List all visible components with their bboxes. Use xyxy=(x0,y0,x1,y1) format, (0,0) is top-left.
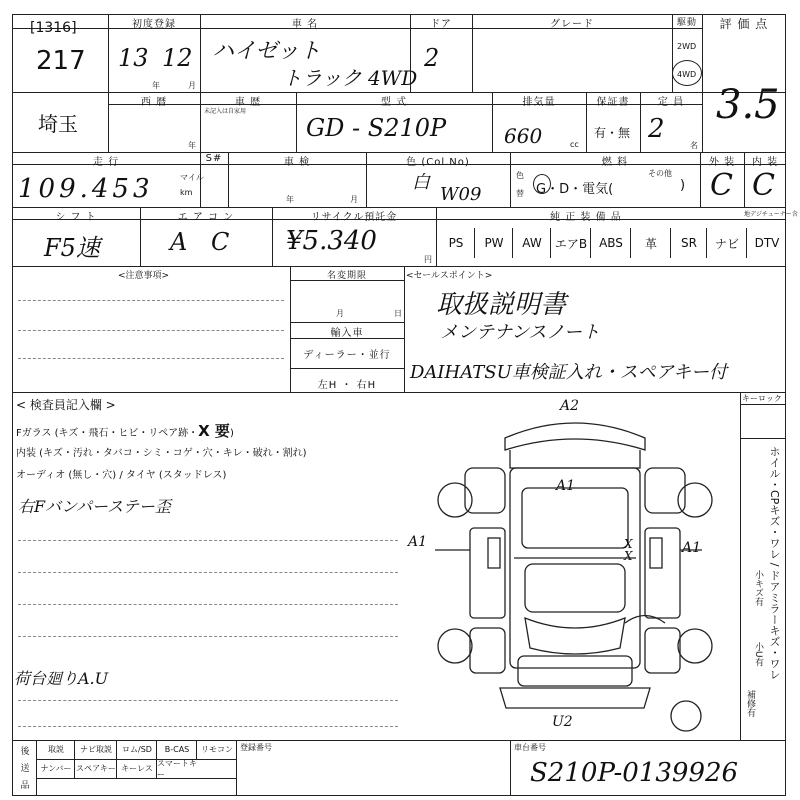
cargo-bed-outline xyxy=(510,468,640,668)
equip-aw[interactable]: AW xyxy=(512,228,551,258)
footer-items xyxy=(36,740,236,796)
fuel-close: ) xyxy=(680,178,686,193)
chassis-label: 車台番号 xyxy=(514,743,546,752)
era-label: 西 暦 xyxy=(140,97,168,108)
fuel-selected-circle xyxy=(533,174,551,194)
drive-4wd-circle xyxy=(672,60,702,86)
color-change-2: 替 xyxy=(516,189,524,198)
notes-line xyxy=(18,330,284,331)
col-divider xyxy=(510,152,511,207)
inspector-line xyxy=(18,636,398,637)
footer-side-label xyxy=(18,744,32,795)
subrow-line xyxy=(740,404,786,405)
s-label: S# xyxy=(205,153,223,164)
equip-dtv[interactable]: DTV xyxy=(746,228,787,258)
exterior-value: C xyxy=(710,168,733,203)
equip-pw[interactable]: PW xyxy=(474,228,513,258)
exterior-label: 外 装 xyxy=(708,157,736,168)
bed-floor xyxy=(522,488,628,548)
sales-label: <セールスポイント> xyxy=(406,271,493,281)
inspector-line xyxy=(18,572,398,573)
footer-remote[interactable]: リモコン xyxy=(196,740,237,759)
footer-side-2: 送 xyxy=(20,764,30,774)
footer-plate[interactable]: ナンバー xyxy=(36,759,75,778)
front-left-wheel xyxy=(438,629,472,663)
score-value: 3.5 xyxy=(716,82,780,128)
equip-navi[interactable]: ナビ xyxy=(706,228,747,258)
row-divider xyxy=(12,392,786,393)
car-name-line-2: トラック 4WD xyxy=(282,66,418,90)
front-bumper xyxy=(500,688,650,708)
rear-bumper-outline xyxy=(505,423,645,450)
shift-label: シ フ ト xyxy=(55,212,97,223)
drive-label: 駆動 xyxy=(676,18,697,28)
capacity-unit: 名 xyxy=(690,141,698,150)
inspector-line xyxy=(18,700,398,701)
glass-text: Fガラス (キズ・飛石・ヒビ・リペア跡・ xyxy=(16,428,199,439)
footer-rom-sd[interactable]: ロム/SD xyxy=(116,740,157,759)
sales-line-2: メンテナンスノート xyxy=(440,322,601,343)
doors-value: 2 xyxy=(424,44,440,72)
ac-label: エ ア コ ン xyxy=(177,212,235,223)
lot-number: 217 xyxy=(36,46,86,76)
capacity-label: 定 員 xyxy=(657,97,685,108)
dealer-option[interactable]: ディーラー・並行 xyxy=(303,350,391,361)
equipment-grid xyxy=(436,228,786,260)
key-lock-label: キーロック xyxy=(742,394,782,403)
fuel-value[interactable]: G・D・電気( xyxy=(536,182,614,197)
score-label: 評 価 点 xyxy=(719,17,769,31)
lot-code: [1316] xyxy=(30,20,77,36)
col-divider xyxy=(510,740,511,796)
glass-mark: X 要 xyxy=(198,422,230,440)
spare-circle xyxy=(671,701,701,731)
col-divider xyxy=(404,266,405,392)
side-sub-1: 小キズ有 xyxy=(753,570,763,606)
capacity-value: 2 xyxy=(648,114,665,144)
tuner-label: 地デジチューナー含 xyxy=(744,211,798,218)
warranty-value[interactable]: 有・無 xyxy=(594,126,631,140)
inspector-note-1: 右Fバンパーステー歪 xyxy=(18,497,171,516)
interior-line: 内装 (キズ・汚れ・タバコ・シミ・コゲ・穴・キレ・破れ・割れ) xyxy=(16,448,307,459)
reg-number-label: 登録番号 xyxy=(240,743,272,752)
vehicle-diagram xyxy=(430,398,720,736)
fuel-label: 燃 料 xyxy=(601,157,629,168)
era-year-unit: 年 xyxy=(188,141,196,150)
subrow-line xyxy=(740,438,786,439)
left-mirror xyxy=(488,538,500,568)
shaken-year: 年 xyxy=(286,195,294,204)
door-label: ドア xyxy=(430,19,452,30)
rear-left-wheel xyxy=(438,483,472,517)
car-name-label: 車 名 xyxy=(291,19,319,30)
warranty-label: 保証書 xyxy=(596,97,630,108)
sales-line-3: DAIHATSU車検証入れ・スペアキー付 xyxy=(410,362,728,383)
front-right-wheel xyxy=(678,629,712,663)
mark-x: X X xyxy=(624,537,633,563)
footer-manual[interactable]: 取説 xyxy=(36,740,75,759)
interior-value: C xyxy=(752,168,775,203)
subrow-line xyxy=(290,368,404,369)
subrow-line xyxy=(290,322,404,323)
mark-a1-top: A1 xyxy=(556,478,576,494)
mileage-value: 109.453 xyxy=(18,174,154,204)
shaken-month: 月 xyxy=(350,195,358,204)
first-reg-year: 13 xyxy=(118,44,149,72)
region: 埼玉 xyxy=(38,112,78,136)
sales-line-1: 取扱説明書 xyxy=(436,290,567,320)
inspector-line xyxy=(18,604,398,605)
model-value: GD - S210P xyxy=(306,114,447,142)
name-change-label: 名変期限 xyxy=(326,271,367,281)
km-unit: km xyxy=(180,188,193,197)
tailgate-outline xyxy=(510,450,640,468)
footer-side-1: 後 xyxy=(20,747,30,757)
equip-leather[interactable]: 革 xyxy=(630,228,671,258)
equip-sr[interactable]: SR xyxy=(670,228,707,258)
color-change-1: 色 xyxy=(516,171,524,180)
col-divider xyxy=(702,14,703,152)
notes-line xyxy=(18,358,284,359)
footer-side-3: 品 xyxy=(20,781,30,791)
yen-unit: 円 xyxy=(424,255,432,264)
import-label: 輸入車 xyxy=(330,328,364,339)
displacement-value: 660 xyxy=(504,124,543,148)
glass-close: ) xyxy=(229,428,234,439)
grade-label: グレード xyxy=(550,19,594,30)
shift-value: F5速 xyxy=(44,234,100,262)
first-reg-label: 初度登録 xyxy=(132,19,176,30)
interior-label: 内 装 xyxy=(751,157,779,168)
front-right-fender xyxy=(645,628,680,673)
month-unit: 月 xyxy=(188,81,196,90)
name-change-day: 日 xyxy=(394,309,402,318)
color-number: W09 xyxy=(440,184,482,205)
mark-a2: A2 xyxy=(560,398,580,414)
mile-unit: マイル xyxy=(180,173,204,182)
cc-unit: cc xyxy=(570,140,579,149)
equipment-label: 純 正 装 備 品 xyxy=(550,212,622,223)
front-left-fender xyxy=(470,628,505,673)
row-divider xyxy=(12,266,786,267)
col-divider xyxy=(740,392,741,740)
displacement-label: 排気量 xyxy=(522,97,556,108)
equip-ps[interactable]: PS xyxy=(436,228,475,258)
name-change-month: 月 xyxy=(336,309,344,318)
footer-bcas[interactable]: B-CAS xyxy=(156,740,197,759)
car-name: ハイゼット xyxy=(212,39,321,64)
footer-smart-key[interactable]: スマートキー xyxy=(157,758,197,779)
inspector-line xyxy=(18,726,398,727)
cab-roof xyxy=(525,564,625,612)
front-hood xyxy=(518,656,632,686)
mileage-label: 走 行 xyxy=(92,157,120,168)
side-text: ホイル・CPキズ・ワレ / ドアミラーキズ・ワレ xyxy=(768,446,781,681)
side-sub-3: 補修有 xyxy=(745,690,755,717)
inspector-note-2: 荷台廻りA.U xyxy=(14,669,109,688)
equip-abs[interactable]: ABS xyxy=(590,228,631,258)
history-sub: 未記入は自家用 xyxy=(204,108,247,115)
shaken-label: 車 検 xyxy=(283,157,311,168)
year-unit: 年 xyxy=(152,81,160,90)
glass-line xyxy=(16,420,234,441)
notes-line xyxy=(18,300,284,301)
footer-navi-manual[interactable]: ナビ取説 xyxy=(74,740,117,759)
fuel-other: その他 xyxy=(648,169,672,178)
color-value: 白 xyxy=(412,172,430,193)
drive-4wd[interactable]: 4WD xyxy=(677,70,697,79)
mark-a1-left: A1 xyxy=(408,534,428,550)
inspector-title: < 検査員記入欄 > xyxy=(16,398,116,412)
equip-airbag[interactable]: エアB xyxy=(550,228,591,258)
chassis-number: S210P-0139926 xyxy=(530,758,739,788)
footer-keyless[interactable]: キーレス xyxy=(116,759,157,778)
model-label: 型 式 xyxy=(380,97,408,108)
steering-option[interactable]: 左H ・ 右H xyxy=(317,380,377,391)
notes-label: <注意事項> xyxy=(118,271,170,281)
mark-u2: U2 xyxy=(552,714,573,730)
side-sub-2: 小U有 xyxy=(753,642,763,667)
recycle-label: リサイクル預託金 xyxy=(310,212,398,223)
audio-line: オーディオ (無し・穴) / タイヤ (スタッドレス) xyxy=(16,470,227,481)
right-mirror xyxy=(650,538,662,568)
rear-right-wheel xyxy=(678,483,712,517)
drive-2wd[interactable]: 2WD xyxy=(677,42,697,51)
first-reg-month: 12 xyxy=(162,44,193,72)
inspector-line xyxy=(18,540,398,541)
recycle-value: ¥5.340 xyxy=(286,226,377,256)
color-label: 色 (Col.No) xyxy=(406,157,470,168)
mark-a1-right: A1 xyxy=(682,540,702,556)
footer-spare-key[interactable]: スペアキー xyxy=(74,759,117,778)
history-label: 車 歴 xyxy=(234,97,262,108)
ac-value: A C xyxy=(170,228,238,256)
windshield xyxy=(525,618,625,654)
